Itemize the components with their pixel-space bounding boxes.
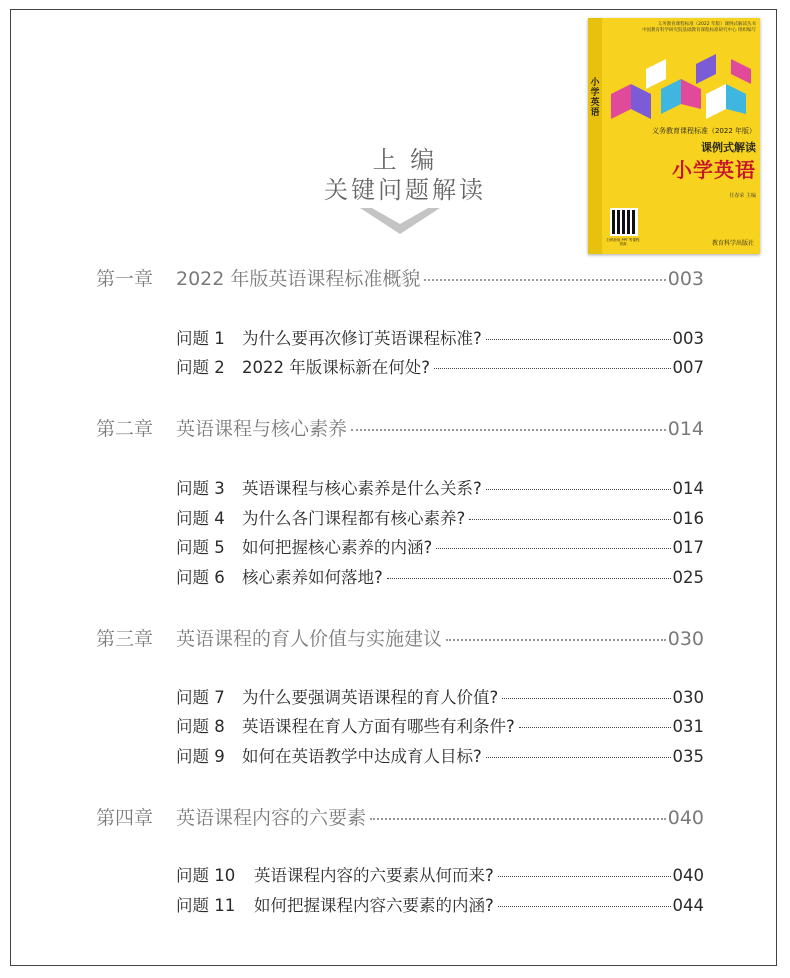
question-label: 问题 3 bbox=[176, 479, 225, 498]
page-number: 040 bbox=[667, 807, 704, 829]
leader-dots bbox=[486, 757, 671, 758]
page-number: 025 bbox=[672, 568, 704, 587]
leader-dots bbox=[469, 519, 670, 520]
toc-chapter-1[interactable] bbox=[96, 264, 704, 291]
question-title: 为什么各门课程都有核心素养? bbox=[242, 509, 466, 528]
question-title: 2022 年版课标新在何处? bbox=[242, 358, 430, 377]
leader-dots bbox=[486, 489, 671, 490]
question-title: 为什么要再次修订英语课程标准? bbox=[242, 329, 482, 348]
page-number: 040 bbox=[672, 866, 704, 885]
question-title: 英语课程与核心素养是什么关系? bbox=[242, 479, 482, 498]
toc-question-7[interactable] bbox=[176, 684, 704, 708]
page-number: 003 bbox=[667, 268, 704, 290]
leader-dots bbox=[502, 698, 670, 699]
leader-dots bbox=[498, 876, 671, 877]
leader-dots bbox=[434, 368, 671, 369]
page-number: 030 bbox=[672, 688, 704, 707]
cover-series-line: 义务教育课程标准（2022 年版） bbox=[651, 127, 756, 135]
cover-series-top bbox=[606, 22, 756, 34]
chapter-label: 第三章 bbox=[96, 628, 154, 650]
book-spine bbox=[588, 18, 602, 254]
chapter-label: 第二章 bbox=[96, 418, 154, 440]
toc-question-11[interactable] bbox=[176, 892, 704, 916]
spine-title: 小学英语 bbox=[590, 78, 600, 118]
question-title: 核心素养如何落地? bbox=[242, 568, 383, 587]
chevron-down-icon bbox=[360, 208, 440, 234]
leader-dots bbox=[351, 429, 666, 431]
page-number: 016 bbox=[672, 509, 704, 528]
question-label: 问题 6 bbox=[176, 568, 225, 587]
page-number: 030 bbox=[667, 628, 704, 650]
page-number: 031 bbox=[672, 717, 704, 736]
toc-chapter-3[interactable] bbox=[96, 624, 704, 651]
qr-caption: 扫码获取 PPT 等课程资源 bbox=[606, 238, 640, 246]
qr-code-icon bbox=[610, 208, 638, 236]
leader-dots bbox=[519, 727, 671, 728]
leader-dots bbox=[436, 548, 670, 549]
chapter-label: 第四章 bbox=[96, 807, 154, 829]
toc-question-6[interactable] bbox=[176, 564, 704, 588]
page-number: 003 bbox=[672, 329, 704, 348]
toc-question-5[interactable] bbox=[176, 534, 704, 558]
question-label: 问题 4 bbox=[176, 509, 225, 528]
toc-chapter-2[interactable] bbox=[96, 414, 704, 441]
question-label: 问题 11 bbox=[176, 896, 236, 915]
toc-question-4[interactable] bbox=[176, 505, 704, 529]
book-cover-image bbox=[588, 18, 760, 254]
toc-chapter-4[interactable] bbox=[96, 803, 704, 830]
cover-subtitle: 课例式解读 bbox=[701, 141, 756, 154]
question-title: 如何把握核心素养的内涵? bbox=[242, 538, 433, 557]
page-number: 014 bbox=[672, 479, 704, 498]
question-title: 如何在英语教学中达成育人目标? bbox=[242, 747, 482, 766]
cover-title: 小学英语 bbox=[672, 158, 756, 182]
leader-dots bbox=[446, 639, 666, 641]
question-label: 问题 8 bbox=[176, 717, 225, 736]
page-number: 017 bbox=[672, 538, 704, 557]
chapter-title: 2022 年版英语课程标准概貌 bbox=[176, 268, 421, 290]
leader-dots bbox=[370, 818, 666, 820]
toc-question-2[interactable] bbox=[176, 354, 704, 378]
chapter-label: 第一章 bbox=[96, 268, 154, 290]
page-number: 007 bbox=[672, 358, 704, 377]
cover-series-top-line: 义务教育课程标准（2022 年版）课例式解读丛书 bbox=[657, 22, 756, 27]
question-label: 问题 10 bbox=[176, 866, 236, 885]
cover-publisher-logo: 教育科学出版社 bbox=[711, 240, 754, 247]
question-label: 问题 5 bbox=[176, 538, 225, 557]
question-title: 英语课程在育人方面有哪些有利条件? bbox=[242, 717, 515, 736]
question-title: 如何把握课程内容六要素的内涵? bbox=[254, 896, 494, 915]
question-label: 问题 1 bbox=[176, 329, 225, 348]
section-heading bbox=[300, 145, 510, 205]
toc-question-3[interactable] bbox=[176, 475, 704, 499]
page-number: 014 bbox=[667, 418, 704, 440]
page-number: 044 bbox=[672, 896, 704, 915]
toc-question-8[interactable] bbox=[176, 713, 704, 737]
cover-org-line: 中国教育科学研究院基础教育课程标准研究中心 组织编写 bbox=[642, 28, 756, 33]
toc-question-10[interactable] bbox=[176, 862, 704, 886]
part-title: 关键问题解读 bbox=[324, 176, 486, 204]
leader-dots bbox=[387, 578, 671, 579]
part-label: 上 编 bbox=[372, 146, 438, 174]
chapter-title: 英语课程与核心素养 bbox=[176, 418, 348, 440]
question-label: 问题 9 bbox=[176, 747, 225, 766]
page-number: 035 bbox=[672, 747, 704, 766]
toc-question-1[interactable] bbox=[176, 325, 704, 349]
leader-dots bbox=[498, 906, 671, 907]
question-label: 问题 7 bbox=[176, 688, 225, 707]
leader-dots bbox=[424, 279, 665, 281]
toc-question-9[interactable] bbox=[176, 743, 704, 767]
chapter-title: 英语课程内容的六要素 bbox=[176, 807, 367, 829]
question-title: 为什么要强调英语课程的育人价值? bbox=[242, 688, 499, 707]
chapter-title: 英语课程的育人价值与实施建议 bbox=[176, 628, 443, 650]
question-title: 英语课程内容的六要素从何而来? bbox=[254, 866, 494, 885]
leader-dots bbox=[486, 339, 671, 340]
cover-editor: 任春荣 主编 bbox=[729, 193, 756, 199]
question-label: 问题 2 bbox=[176, 358, 225, 377]
